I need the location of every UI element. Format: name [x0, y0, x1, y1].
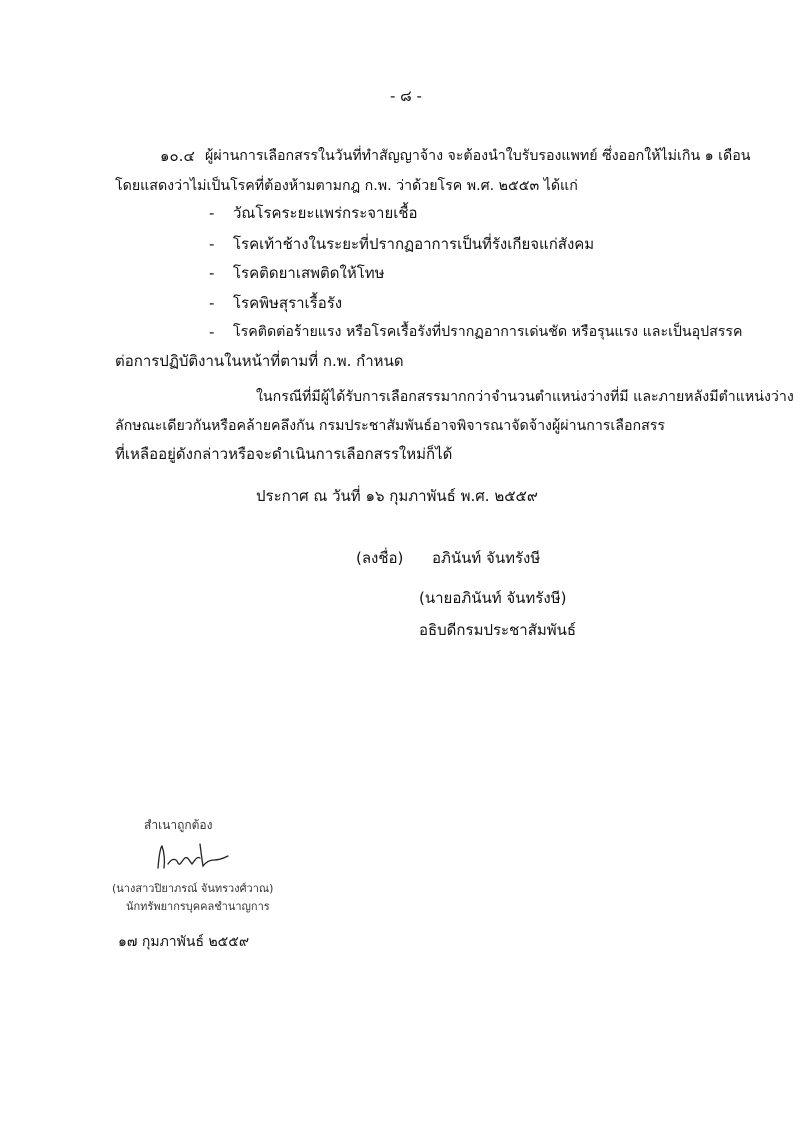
- certifier-position: นักทรัพยากรบุคคลชำนาญการ: [126, 900, 270, 913]
- section-number: ๑๐.๔: [160, 147, 195, 165]
- list-item-text: โรคเท้าช้างในระยะที่ปรากฏอาการเป็นที่รังเกียจแก่สังคม: [233, 235, 595, 253]
- announcement-date: ประกาศ ณ วันที่ ๑๖ กุมภาพันธ์ พ.ศ. ๒๕๕๙: [256, 487, 538, 505]
- certified-copy-label: สำเนาถูกต้อง: [144, 818, 213, 832]
- disease-continuation: ต่อการปฏิบัติงานในหน้าที่ตามที่ ก.พ. กำหนด: [115, 352, 404, 370]
- list-dash: -: [209, 264, 215, 282]
- list-item-text: วัณโรคระยะแพร่กระจายเชื้อ: [233, 204, 418, 222]
- paragraph-line-2: ลักษณะเดียวกันหรือคล้ายคลึงกัน กรมประชาสัมพันธ์อาจพิจารณาจัดจ้างผู้ผ่านการเลือกสรร: [115, 418, 665, 434]
- handwritten-signature: [150, 838, 230, 874]
- signed-name: อภินันท์ จันทรังษี: [432, 549, 541, 567]
- list-dash: -: [209, 294, 215, 312]
- section-line-2: โดยแสดงว่าไม่เป็นโรคที่ต้องห้ามตามกฎ ก.พ. ว่าด้วยโรค พ.ศ. ๒๕๕๓ ได้แก่: [115, 178, 578, 194]
- list-item-text: โรคพิษสุราเรื้อรัง: [233, 294, 343, 312]
- list-dash: -: [209, 204, 215, 222]
- paragraph-line-3: ที่เหลืออยู่ดังกล่าวหรือจะดำเนินการเลือกสรรใหม่ก็ได้: [115, 445, 453, 463]
- list-dash: -: [209, 235, 215, 253]
- signed-label: (ลงชื่อ): [356, 549, 404, 567]
- paragraph-line-1: ในกรณีที่มีผู้ได้รับการเลือกสรรมากกว่าจำนวนตำแหน่งว่างที่มี และภายหลังมีตำแหน่งว่าง: [256, 389, 794, 405]
- list-item-text: โรคติดยาเสพติดให้โทษ: [233, 264, 385, 282]
- certification-date: ๑๗ กุมภาพันธ์ ๒๕๕๙: [118, 934, 250, 950]
- list-item-text: โรคติดต่อร้ายแรง หรือโรคเรื้อรังที่ปรากฏอาการเด่นชัด หรือรุนแรง และเป็นอุปสรรค: [233, 324, 743, 340]
- section-line-1: ผู้ผ่านการเลือกสรรในวันที่ทำสัญญาจ้าง จะต้องนำใบรับรองแพทย์ ซึ่งออกให้ไม่เกิน ๑ เดือน: [205, 148, 751, 164]
- page-number: - ๘ -: [390, 87, 422, 105]
- list-dash: -: [209, 323, 215, 341]
- certifier-name: (นางสาวปิยาภรณ์ จันทรวงศ์วาณ): [112, 882, 274, 895]
- signer-position: อธิบดีกรมประชาสัมพันธ์: [419, 621, 577, 639]
- signer-full-name: (นายอภินันท์ จันทรังษี): [419, 589, 567, 607]
